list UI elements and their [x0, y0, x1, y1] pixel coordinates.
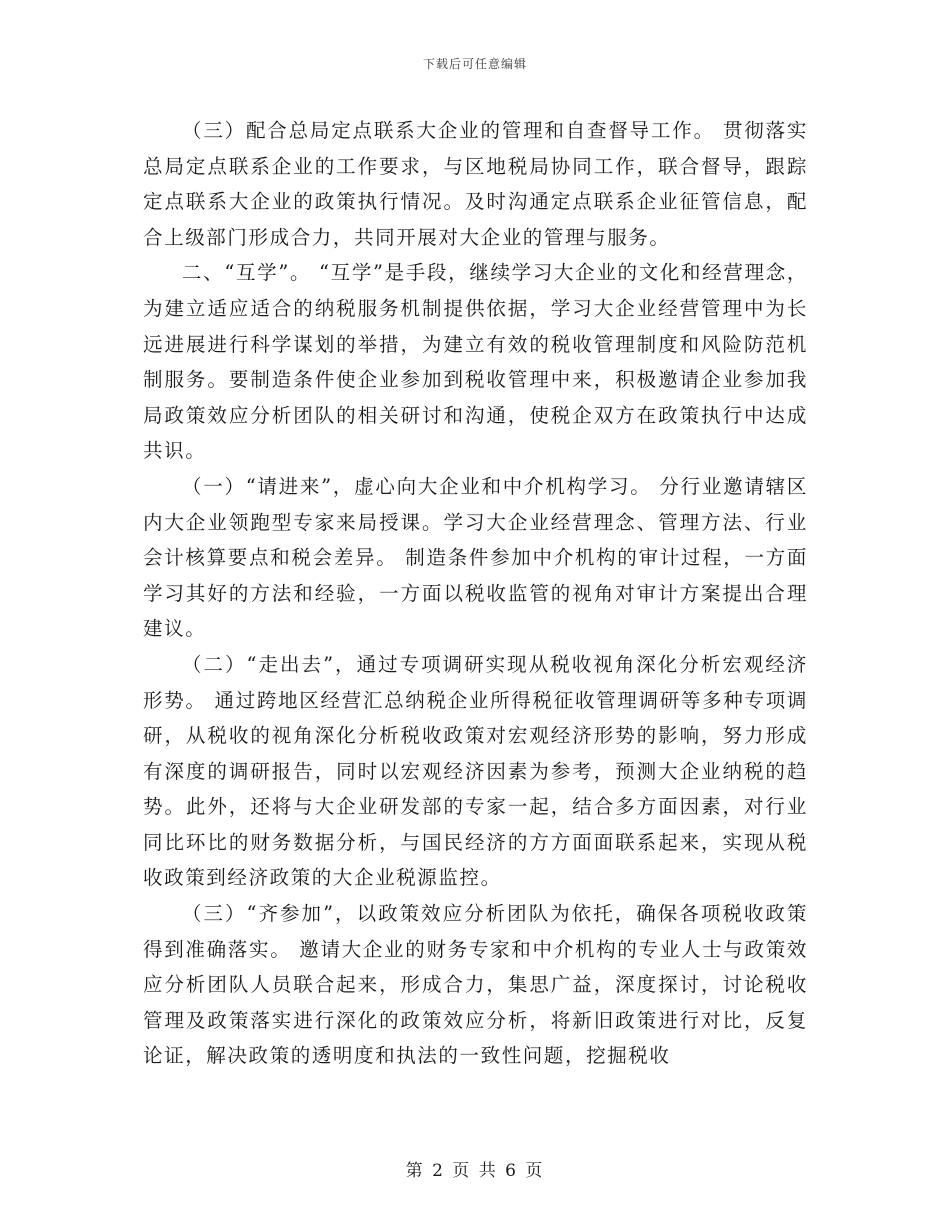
document-body: [143, 113, 808, 1074]
page-number: 第 2 页 共 6 页: [405, 1161, 545, 1181]
paragraph-2: 二、“互学”。 “互学”是手段，继续学习大企业的文化和经营理念，为建立适应适合的纳税服务机制提供依据，学习大企业经营管理中为长远进展进行科学谋划的举措，为建立有效的税收管理制度和风险防范机制服务。要制造条件使企业参加到税收管理中来，积极邀请企业参加我局政策效应分析团队的相关研讨和沟通，使税企双方在政策执行中达成共识。: [143, 261, 808, 463]
paragraph-3: （一）“请进来”，虚心向大企业和中介机构学习。 分行业邀请辖区内大企业领跑型专家来局授课。学习大企业经营理念、管理方法、行业会计核算要点和税会差异。 制造条件参加中介机构的审计过程，一方面学习其好的方法和经验，一方面以税收监管的视角对审计方案提出合理建议。: [143, 474, 808, 641]
paragraph-5: （三）“齐参加”，以政策效应分析团队为依托，确保各项税收政策得到准确落实。 邀请大企业的财务专家和中介机构的专业人士与政策效应分析团队人员联合起来，形成合力，集思广益，深度探讨，讨论税收管理及政策落实进行深化的政策效应分析，将新旧政策进行对比，反复论证，解决政策的透明度和执法的一致性问题，挖掘税收: [143, 902, 808, 1068]
paragraph-1: （三）配合总局定点联系大企业的管理和自查督导工作。 贯彻落实总局定点联系企业的工作要求，与区地税局协同工作，联合督导，跟踪定点联系大企业的政策执行情况。及时沟通定点联系企业征管信息，配合上级部门形成合力，共同开展对大企业的管理与服务。: [143, 119, 808, 249]
paragraph-4: （二）“走出去”，通过专项调研实现从税收视角深化分析宏观经济形势。 通过跨地区经营汇总纳税企业所得税征收管理调研等多种专项调研，从税收的视角深化分析税收政策对宏观经济形势的影响，努力形成有深度的调研报告，同时以宏观经济因素为参考，预测大企业纳税的趋势。此外，还将与大企业研发部的专家一起，结合多方面因素，对行业同比环比的财务数据分析，与国民经济的方方面面联系起来，实现从税收政策到经济政策的大企业税源监控。: [143, 652, 808, 890]
page-header-note: 下载后可任意编辑: [422, 57, 527, 71]
